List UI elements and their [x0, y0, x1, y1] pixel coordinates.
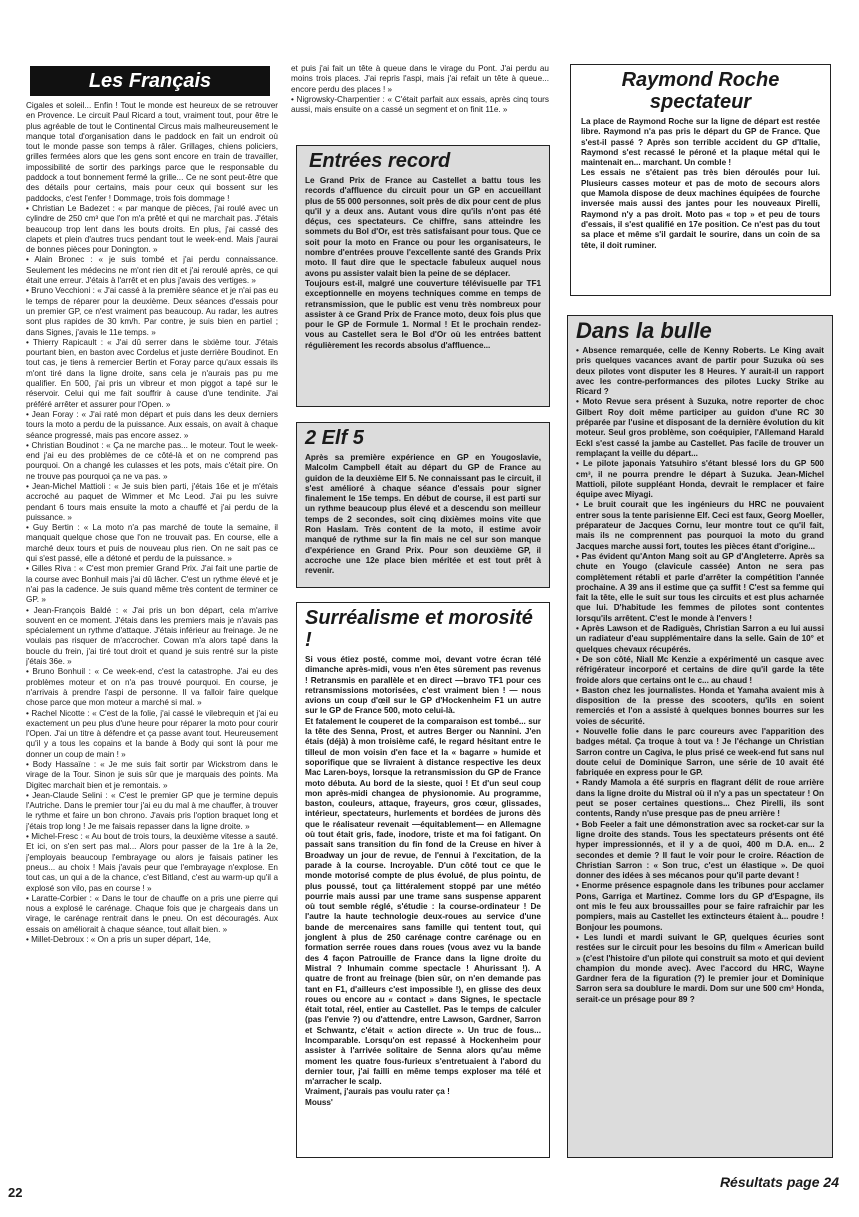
bullet-item: • Les lundi et mardi suivant le GP, quelques écuries sont restées sur le circuit pour les besoins du film « American build » (c'est l'histoire d'un pilote qui construit sa moto et qui devient champion du monde avec). Avec l'accord du HRC, Wayne Gardner fera de la figuration (?) le premier jour et Dominique Sarron sera sa doublure le mardi. Dom sur une 500 cm³ Honda, serait-ce un présage pour 89 ?: [576, 932, 824, 1004]
quote-millet-debroux: • Millet-Debroux : « On a pris un super départ, 14e,: [26, 935, 211, 945]
quote-vecchioni: • Bruno Vecchioni : « J'ai cassé à la première séance et je n'ai pas eu le temps de réparer pour la deuxième. Deux séances d'essais pour un premier GP, ce n'est vraiment pas beaucoup. Au radar, les autres sont plus rapides de 30 km/h. Par contre, je suis bien en partiel ; dans Signes, j'avais le 11e temps. »: [26, 286, 278, 337]
box-entrees-record: [296, 145, 550, 407]
bullet-item: • Randy Mamola a été surpris en flagrant délit de roue arrière dans la ligne droite du Mistral où il n'y a pas un spectateur ! On peut se poser certaines questions... Chez Pirelli, ils sont contents, Randy n'use presque pas de pneu arrière !: [576, 778, 824, 819]
quote-foray: • Jean Foray : « J'ai raté mon départ et puis dans les deux derniers tours la moto a perdu de la puissance. Aux essais, on avait à chaque séance progressé, mais pas encore assez. »: [26, 409, 278, 440]
middle-top-text: [291, 64, 549, 142]
quote-hassaine: • Body Hassaïne : « Je me suis fait sortir par Wickstrom dans le virage de la Tour. Sinon je suis sûr que je marquais des points. Ma Digitec marchait bien et je remontais. »: [26, 760, 278, 790]
quote-bonhuil: • Bruno Bonhuil : « Ce week-end, c'est la catastrophe. J'ai eu des problèmes moteur et on n'a pas trouvé pourquoi. En course, je n'arrivais à prendre l'aspi de personne. Il va falloir faire quelque chose parce que mon moteur a marché si mal. »: [26, 667, 278, 708]
bullet-item: • De son côté, Niall Mc Kenzie a expérimenté un casque avec réfrigérateur incorporé et certains de dire qu'il garde la tête froide alors que certains ont le c... au chaud !: [576, 654, 824, 685]
signature: Mouss': [305, 1097, 333, 1107]
box-title: Surréalisme et morosité !: [305, 607, 533, 651]
paragraph: Toujours est-il, malgré une couverture télévisuelle par TF1 exceptionnelle en moyens techniques comme en temps de retransmission, que le public est venu très nombreux pour assister à ce Grand Prix de France moto, deux fois plus que pour le GP de Formule 1. Normal ! Et le prochain rendez-vous au Castellet sera le Bol d'Or où les entrées battent régulièrement les records absolus d'affluence...: [305, 278, 541, 350]
quote-fresc: • Michel-Fresc : « Au bout de trois tours, la deuxième vitesse a sauté. Et ici, on s'en sert pas mal... Alors pour passer de la 1re à la 2e, j'employais beaucoup l'embrayage ou alors je faisais patiner les pneus... au choix ! Mais j'avais peur que l'embrayage n'explose. En tout cas, un qui a de la chance, c'est Bitland, c'est au warm-up qu'il a explosé son vilo, pas en course ! »: [26, 832, 278, 893]
bullet-item: • Le pilote japonais Yatsuhiro s'étant blessé lors du GP 500 cm³, il ne pourra prendre le départ à Suzuka. Jean-Michel Mattioli, pilote suppléant Honda, devrait le remplacer et faire équipe avec Miyagi.: [576, 459, 824, 500]
paragraph: Vraiment, j'aurais pas voulu rater ça !: [305, 1087, 450, 1097]
paragraph: La place de Raymond Roche sur la ligne de départ est restée libre. Raymond n'a pas pris le départ du GP de France. Que s'est-il passé ? Après son terrible accident du GP d'Italie, Raymond s'est recassé le péroné et la plaque métal qui le maintenait en... marchant. Un comble !: [581, 117, 820, 168]
bullet-item: • Absence remarquée, celle de Kenny Roberts. Le King avait pris quelques vacances avant de partir pour Suzuka où ses deux pilotes vont disputer les 8 Heures. Y aurait-il un rapport avec les contre-performances des pilotes Lucky Strike au Ricard ?: [576, 346, 824, 397]
quote-boudinot: • Christian Boudinot : « Ça ne marche pas... le moteur. Tout le week-end j'ai eu des problèmes de ce côté-là et on ne comprend pas pourquoi. On a changé les culasses et les pots, mais c'était pire. On ne trouve pas pourquoi ça ne va pas. »: [26, 440, 278, 481]
quote-le-badezet: • Christian Le Badezet : « par manque de pièces, j'ai roulé avec un cylindre de 250 cm³ que l'on m'a prêté et qui ne marchait pas. J'étais beaucoup trop lent dans les bouts droits. En plus, j'ai cassé des clapets et plein d'autres trucs pendant tout le week-end. Mais j'aurai de bonnes pièces pour Donington. »: [26, 203, 278, 255]
box-title-line-2: spectateur: [649, 91, 752, 113]
paragraph: Les essais ne s'étaient pas très bien déroulés pour lui. Plusieurs casses moteur et pas de moto de secours alors que Mamola dispose de deux machines équipées de fourche inversée mais aussi des jantes pour les nouveaux Pirelli, Raymond n'y a pas droit. Moto pas « top » et peu de tours d'essais, il s'est qualifié en 17e position. Ce n'est pas du tout sa place et même s'il gardait le sourire, dans un coin de sa tête, il doit ruminer.: [581, 168, 820, 250]
paragraph: Et fatalement le couperet de la comparaison est tombé... sur la tête des Senna, Prost, et autres Berger ou Nannini. J'en étais (déjà) à mon troisième café, le regard hésitant entre le tilleul de mon voisin d'en face et la « bagarre » humide et soporifique que se livraient à distance respective les deux Mac Laren-boys, lorsque la retransmission du GP de France moto débuta. Au bord de la sieste, quoi ! Et d'un seul coup mon après-midi changea de physionomie. Au programme, baston, couleurs, attaque, frayeurs, gros cœur, glissades, intérieur, spectateurs, hurlements et bordées de jurons dès que le réalisateur revenait —équitablement— en Allemagne où tout était gris, fade, inodore, triste et ma foi fatigant. On passait sans transition du fin fond de la Creuse en hiver à Broadway un jour de revue, de l'ennui à l'excitation, de la parade à la course. Incroyable. D'un côté tout ce que le monde motorisé compte de plus évolué, de plus pointu, de plus poussé, tout ça littéralement stoppé par une météo pourrie mais aussi par une trame sans suspense apparent où tout semble réglé, s'étudie : la course-ordinateur ! De l'autre la haute technologie deux-roues au service d'une bande de mercenaires sans famille qui tentent tout, qui jonglent à plus de 250 carénage contre carénage ou en formation serrée roues dans roues (vous avez vu la bande des 4 façon Patrouille de France dans la ligne droite du Mistral ? Inhumain comme spectacle ! Ahurissant !). A quatre de front au freinage (bien sûr, on n'en demande pas tant en F1, d'ailleurs c'est impossible !), en glisse des deux roues ou encore au « contact » dans Signes, le spectacle était total, réel, entier au Castellet. Pas le temps de calculer (pas l'envie ?) ou d'attendre, entre Lawson, Gardner, Sarron et Schwantz, c'était « action directe ». Un truc de fous... Incomparable. Lorsqu'on est repassé à Hockenheim pour assister à l'arrivée solitaire de Senna alors qu'au même moment les quatre fous-furieux s'entretuaient à l'abord du dernier tour, j'ai failli en même temps exploser ma télé et m'arracher le scalp.: [305, 716, 541, 1087]
bullet-item: • Pas évident qu'Anton Mang soit au GP d'Angleterre. Après sa chute en Yougo (clavicule cassée) Anton ne sera pas complètement rétabli et parle d'arrêter la compétition l'année prochaine. A 39 ans il estime que ça suffit ! C'est sa femme qui fait la tête, elle le suit sur tous les circuits et est plus acharnée que lui. D'habitude les femmes de pilotes sont contentes lorsqu'ils arrêtent. C'est le monde à l'envers !: [576, 551, 824, 623]
box-title: Entrées record: [309, 150, 451, 172]
quote-riva: • Gilles Riva : « C'est mon premier Grand Prix. J'ai fait une partie de la course avec Bonhuil mais j'ai dû lâcher. C'est un rythme élevé et je n'ai pas la cadence. Je suis quand même très content de terminer ce GP. »: [26, 564, 278, 605]
box-2-elf-5: [296, 422, 550, 588]
box-body: [305, 176, 541, 351]
results-link-text: Résultats page 24: [719, 1174, 839, 1190]
bullet-item: • Baston chez les journalistes. Honda et Yamaha avaient mis à disposition de la presse des scooters, qu'ils en soient remerciés et l'on a assisté à quelques bonnes bourres sur les voies de sécurité.: [576, 685, 824, 726]
box-dans-la-bulle: [567, 315, 833, 1158]
intro-paragraph: Cigales et soleil... Enfin ! Tout le monde est heureux de se retrouver en Provence. Le circuit Paul Ricard a tout, vraiment tout, pour être le plus agréable de tout le Continental Circus mais malheureusement le manque total d'organisation dans le paddock en fait un endroit où tout le monde passe son temps à râler. Grillages, chiens policiers, grilles fermées alors que les gens sont encore en train de travailler, impossibilité de sortir des parkings parce que le responsable du paddock a tout bonnement fermé la grille... Ce ne sont peut-être que des détails pour certains, mais pour ceux qui bossent sur les paddocks, c'est l'enfer ! Dommage, trois fois dommage !: [26, 101, 278, 203]
bullet-item: • Bob Feeler a fait une démonstration avec sa rocket-car sur la ligne droite des stands. Tous les spectateurs présents ont été hyper impressionnés, et il y a de quoi, 400 m D.A. en... 2 secondes et demie ? Il faut le voir pour le croire. Réaction de Christian Sarron : « Son truc, c'est un élastique ». De quoi donner des idées à ses mécanos pour qu'il parte devant !: [576, 819, 824, 881]
section-title: Les Français: [88, 70, 212, 92]
quote-selini: • Jean-Claude Selini : « C'est le premier GP que je termine depuis l'Autriche. Dans le premier tour j'ai eu du mal à me chauffer, à trouver le rythme et faire un bon chrono. J'avais pris l'option braquet long et j'étais trop long ! Je me faisais repasser dans la ligne droite. »: [26, 790, 278, 831]
bullet-item: • Le bruit courait que les ingénieurs du HRC ne pouvaient entrer sous la tente parisienne Elf. Ceci est faux, Georg Moeller, préparateur de Jacques Cornu, leur montre tout ce qu'il fait, mais ils ne comprennent pas pourquoi la moto du grand Jacques marche aussi fort, toutes les pièces étant d'origine...: [576, 500, 824, 551]
box-title-line-1: Raymond Roche: [621, 69, 780, 91]
quote-laratte-corbier: • Laratte-Corbier : « Dans le tour de chauffe on a pris une pierre qui nous a explosé le carénage. Chaque fois que je chargeais dans un virage, le carénage rentrait dans le pneu. On est découragés. Aux essais on améliorait à chaque séance, tout allait bien. »: [26, 893, 278, 934]
bullet-item: • Enorme présence espagnole dans les tribunes pour acclamer Pons, Garriga et Martinez. Comme lors du GP d'Espagne, ils ont mis le feu aux broussailles pour se faire rafraichir par les pompiers, mais au Castellet les extincteurs étaient à... poudre ! Bonjour les poumons.: [576, 881, 824, 932]
quote-bronec: • Alain Bronec : « je suis tombé et j'ai perdu connaissance. Seulement les médecins ne m'ont rien dit et j'ai reroulé après, ce qui était une erreur. J'étais à l'arrêt et en plus j'avais des vertiges. »: [26, 255, 278, 286]
paragraph: Le Grand Prix de France au Castellet a battu tous les records d'affluence du circuit pour un GP en accueillant plus de 55 000 personnes, soit près de dix pour cent de plus qu'il y a deux ans. Autant vous dire qu'ils n'ont pas été déçus, ces spectateurs. Ce chiffre, sans atteindre les sommets du Bol d'Or, est très satisfaisant pour tous. Que ce soit pour la moto en France ou pour les organisateurs, le nombre d'entrées prouve l'excellente santé des Grands Prix moto. Il faut dire que le spectacle fabuleux auquel nous avons pu assister valait bien la peine de se déplacer.: [305, 176, 541, 278]
left-column-text: [26, 101, 278, 1183]
bullet-item: • Moto Revue sera présent à Suzuka, notre reporter de choc Gilbert Roy doit même participer au guidon d'une RC 30 préparée par l'usine et disposant de la dernière évolution du kit moteur. Seul gros problème, son coéquipier, l'Allemand Harald Eckl s'est cassé la jambe au Castellet. Pas facile de trouver un remplaçant la veille du départ...: [576, 397, 824, 458]
quote-nicotte: • Rachel Nicotte : « C'est de la folie, j'ai cassé le vilebrequin et j'ai eu exactement un peu plus d'une heure pour réparer la moto pour courir l'Open. J'ai un titre à défendre et ça passe avant tout. Heureusement qu'il y a tous les copains et la bande à Body qui sont là pour me donner un coup de main ! »: [26, 708, 278, 759]
box-raymond-roche: [570, 64, 831, 296]
quote-rapicault: • Thierry Rapicault : « J'ai dû serrer dans le sixième tour. J'étais pourtant bien, en baston avec Cordelus et juste derrière Boudinot. En tout cas, je tiens à remercier Bertin et Foray parce qu'aux essais ils m'ont tiré dans la ligne droite, sans cela je n'aurais pas pu me qualifier. En 500, j'ai pris un vibreur et mon piggot a tapé sur le réservoir. Celui qui me fait souffrir à cause d'une tendinite. J'ai préféré arrêter et assurer pour l'Open. »: [26, 337, 278, 409]
box-body: [581, 117, 820, 251]
box-body: [305, 655, 541, 1108]
quote-bertin: • Guy Bertin : « La moto n'a pas marché de toute la semaine, il manquait quelque chose que l'on ne trouvait pas. En course, elle a marché deux tours et puis de nouveau plus rien. On ne sait pas ce qui s'est passé, elle a détoné et perdu de la puissance. »: [26, 523, 278, 564]
quote-mattioli: • Jean-Michel Mattioli : « Je suis bien parti, j'étais 16e et je m'étais accroché au paquet de Wimmer et Mc Leod. J'ai pu les suivre pendant 6 tours mais ensuite la moto a chauffé et j'ai perdu de la puissance. »: [26, 481, 278, 522]
box-title: Dans la bulle: [576, 318, 712, 343]
paragraph: Si vous étiez posté, comme moi, devant votre écran télé dimanche après-midi, vous n'en êtes sûrement pas revenus ! Retransmis en parallèle et en direct —bravo TF1 pour ces retransmissions motorisées, c'est vraiment bien ! — nous avions un coup d'œil sur le GP d'Hockenheim F1 un autre sur le GP de France 500, moto celui-là.: [305, 655, 541, 716]
paragraph: Après sa première expérience en GP en Yougoslavie, Malcolm Campbell était au départ du GP de France au guidon de la deuxième Elf 5. Ne connaissant pas le circuit, il s'est amélioré à chaque séance d'essais pour signer finalement le 15e temps. En début de course, il est parti sur un rythme beaucoup plus élevé et a descendu son meilleur temps de 2 secondes, soit cinq dixièmes moins vite que Ron Haslam. Très content de la moto, il estime avoir manqué de rythme sur la fin mais ne cel sur son manque d'expérience en Grand Prix. Pour son deuxième GP, il accroche une 12e place bien méritée et est tout prêt à revenir.: [305, 453, 541, 576]
quote-nigrowsky: • Nigrowsky-Charpentier : « C'était parfait aux essais, après cinq tours aussi, mais ensuite on a cassé un segment et on finit 11e. »: [291, 94, 549, 115]
box-surrealisme: [296, 602, 550, 1158]
box-body: [576, 346, 824, 1005]
section-header-les-francais: [30, 66, 270, 96]
box-title: 2 Elf 5: [305, 427, 364, 449]
page-number: 22: [8, 1185, 23, 1200]
box-body: [305, 453, 541, 577]
continued-quote: et puis j'ai fait un tête à queue dans le virage du Pont. J'ai perdu au moins trois places. J'ai repris l'aspi, mais j'ai refait un tête à queue... encore perdu des places ! »: [291, 64, 549, 94]
bullet-item: • Après Lawson et de Radiguès, Christian Sarron a eu lui aussi un radiateur d'eau supplémentaire dans la selle. Gain de 10° et quelques chevaux récupérés.: [576, 624, 824, 654]
bullet-item: • Nouvelle folie dans le parc coureurs avec l'apparition des badges métal. Ça troque à tout va ! Je l'échange un Christian Sarron contre un Cagiva, le plus prisé ce week-end fut sans nul doute celui de Dominique Sarron, une série de 10 avait été fabriquée en express pour le GP.: [576, 726, 824, 778]
quote-balde: • Jean-François Baldé : « J'ai pris un bon départ, cela m'arrive souvent en ce moment. J'étais dans les premiers mais je n'avais pas spécialement un rythme d'attaque. J'étais inférieur au freinage. Je ne voulais pas risquer de m'accrocher. Cowan m'a alors tapé dans la boucle du frein, j'ai tiré tout droit et quand je suis rentré sur la piste j'étais 36e. »: [26, 605, 278, 667]
